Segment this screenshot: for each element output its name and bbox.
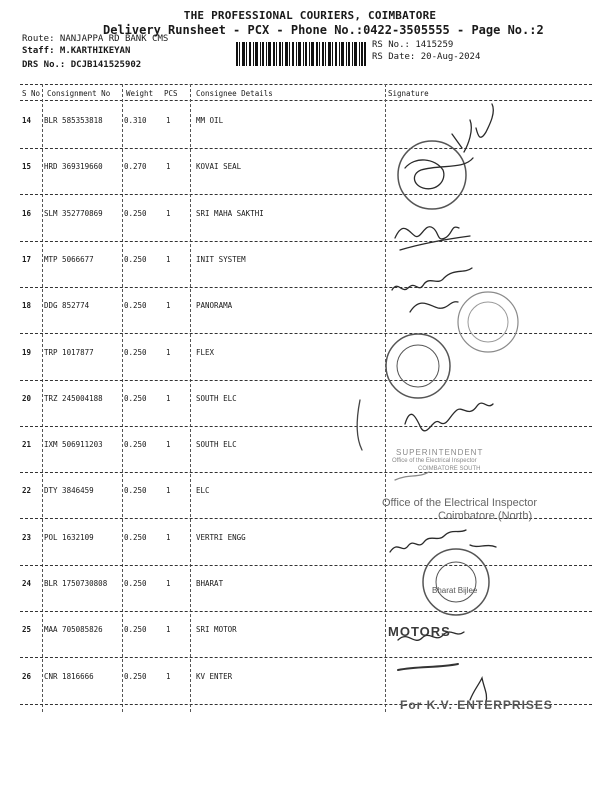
superintendent-stamp-place: COIMBATORE SOUTH	[418, 466, 481, 472]
row-sno: 23	[22, 533, 32, 542]
header-bottom-rule	[20, 100, 592, 101]
row-consignee: INIT SYSTEM	[196, 255, 246, 264]
col-header-consignee: Consignee Details	[196, 89, 273, 98]
row-sno: 17	[22, 255, 32, 264]
row-pcs: 1	[166, 209, 171, 218]
row-pcs: 1	[166, 625, 171, 634]
row-pcs: 1	[166, 672, 171, 681]
row-consignee: SRI MOTOR	[196, 625, 237, 634]
row-separator	[20, 611, 592, 612]
col-header-weight: Weight	[126, 89, 154, 98]
row-consignee: KV ENTER	[196, 672, 233, 681]
row-separator	[20, 194, 592, 195]
row-sno: 15	[22, 162, 32, 171]
sri-motors-stamp: MOTORS	[388, 624, 451, 639]
row-consignee: BHARAT	[196, 579, 224, 588]
row-weight: 0.250	[124, 440, 147, 449]
row-separator	[20, 657, 592, 658]
row-weight: 0.250	[124, 672, 147, 681]
rs-date: RS Date: 20-Aug-2024	[372, 52, 481, 62]
row-pcs: 1	[166, 486, 171, 495]
row-sno: 20	[22, 394, 32, 403]
row-sno: 21	[22, 440, 32, 449]
table-row	[0, 533, 600, 579]
row-sno: 14	[22, 116, 32, 125]
header-top-rule	[20, 84, 592, 85]
rs-number: RS No.: 1415259	[372, 40, 454, 50]
company-name: THE PROFESSIONAL COURIERS, COIMBATORE	[183, 9, 437, 22]
row-sno: 19	[22, 348, 32, 357]
row-pcs: 1	[166, 440, 171, 449]
row-weight: 0.270	[124, 162, 147, 171]
runsheet-title: Delivery Runsheet - PCX - Phone No.:0422-3505555 - Page No.:2	[103, 23, 544, 37]
row-separator	[20, 287, 592, 288]
row-separator	[20, 241, 592, 242]
row-weight: 0.250	[124, 209, 147, 218]
row-weight: 0.250	[124, 486, 147, 495]
kv-enterprises-stamp: For K.V. ENTERPRISES	[400, 698, 553, 712]
drs-number: DRS No.: DCJB141525902	[22, 60, 142, 70]
row-sno: 25	[22, 625, 32, 634]
row-pcs: 1	[166, 116, 171, 125]
row-consignee: FLEX	[196, 348, 215, 357]
row-weight: 0.250	[124, 394, 147, 403]
row-sno: 22	[22, 486, 32, 495]
row-consignee: KOVAI SEAL	[196, 162, 242, 171]
row-pcs: 1	[166, 394, 171, 403]
row-consignee: SOUTH ELC	[196, 440, 237, 449]
table-row	[0, 579, 600, 625]
row-consignment-no: POL 1632109	[44, 533, 94, 542]
col-header-sno: S No	[22, 89, 41, 98]
row-consignee: SOUTH ELC	[196, 394, 237, 403]
row-separator	[20, 472, 592, 473]
row-pcs: 1	[166, 533, 171, 542]
row-consignment-no: BLR 1750730808	[44, 579, 108, 588]
row-separator	[20, 426, 592, 427]
table-row	[0, 255, 600, 301]
row-consignment-no: MAA 705085826	[44, 625, 103, 634]
row-consignment-no: BLR 585353818	[44, 116, 103, 125]
row-consignee: MM OIL	[196, 116, 224, 125]
row-consignment-no: HRD 369319660	[44, 162, 103, 171]
row-sno: 26	[22, 672, 32, 681]
electrical-inspector-stamp-place: Coimbatore (North)	[438, 510, 533, 522]
row-weight: 0.250	[124, 348, 147, 357]
table-row	[0, 394, 600, 440]
row-separator	[20, 565, 592, 566]
superintendent-stamp-office: Office of the Electrical Inspector	[392, 458, 477, 464]
table-row	[0, 440, 600, 486]
row-pcs: 1	[166, 301, 171, 310]
row-separator	[20, 148, 592, 149]
route-label: Route: NANJAPPA RD BANK CMS	[22, 34, 169, 44]
table-row	[0, 116, 600, 162]
row-sno: 18	[22, 301, 32, 310]
table-row	[0, 625, 600, 671]
row-consignment-no: DDG 852774	[44, 301, 90, 310]
row-separator	[20, 333, 592, 334]
row-consignee: ELC	[196, 486, 210, 495]
row-consignment-no: TRP 1017877	[44, 348, 94, 357]
row-consignee: PANORAMA	[196, 301, 233, 310]
row-consignment-no: CNR 1816666	[44, 672, 94, 681]
table-row	[0, 162, 600, 208]
table-row	[0, 209, 600, 255]
row-pcs: 1	[166, 348, 171, 357]
row-pcs: 1	[166, 162, 171, 171]
bharat-bijlee-stamp: Bharat Bijlee	[432, 586, 478, 595]
row-weight: 0.250	[124, 255, 147, 264]
row-weight: 0.250	[124, 533, 147, 542]
staff-label: Staff: M.KARTHIKEYAN	[22, 46, 131, 56]
barcode	[236, 42, 366, 66]
superintendent-stamp: SUPERINTENDENT	[396, 448, 484, 457]
col-header-pcs: PCS	[164, 89, 178, 98]
row-consignment-no: IXM 506911203	[44, 440, 103, 449]
row-pcs: 1	[166, 255, 171, 264]
row-weight: 0.250	[124, 625, 147, 634]
row-weight: 0.310	[124, 116, 147, 125]
row-consignment-no: SLM 352770869	[44, 209, 103, 218]
table-row	[0, 486, 600, 532]
electrical-inspector-stamp: Office of the Electrical Inspector	[382, 497, 538, 509]
row-consignment-no: DTY 3846459	[44, 486, 94, 495]
row-sno: 24	[22, 579, 32, 588]
col-header-consignment: Consignment No	[47, 89, 111, 98]
table-row	[0, 301, 600, 347]
row-consignment-no: TRZ 245004188	[44, 394, 103, 403]
row-consignee: SRI MAHA SAKTHI	[196, 209, 264, 218]
row-consignee: VERTRI ENGG	[196, 533, 246, 542]
table-row	[0, 348, 600, 394]
row-weight: 0.250	[124, 579, 147, 588]
row-sno: 16	[22, 209, 32, 218]
col-header-signature: Signature	[388, 89, 429, 98]
row-pcs: 1	[166, 579, 171, 588]
row-consignment-no: MTP 5066677	[44, 255, 94, 264]
row-weight: 0.250	[124, 301, 147, 310]
row-separator	[20, 380, 592, 381]
